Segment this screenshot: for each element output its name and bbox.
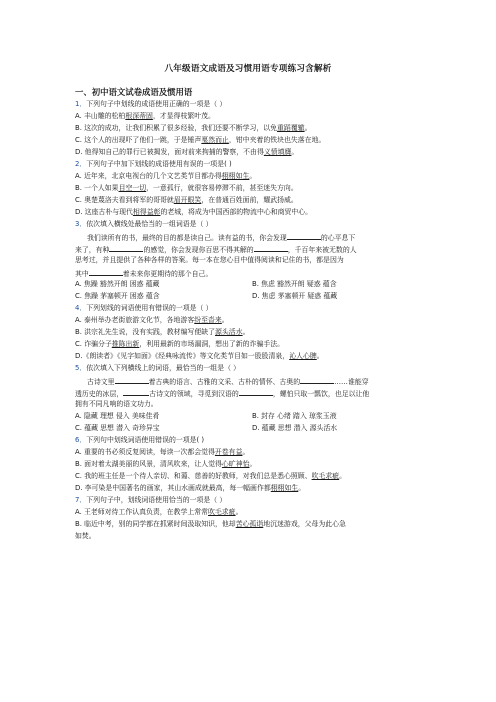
answer-blank[interactable]: [300, 376, 334, 384]
question-5-option-c: C. 蕴藏 思想 潜入 奇珍异宝: [75, 424, 160, 432]
section-heading: 一、初中语文试卷成语及惯用语: [75, 87, 193, 97]
question-6-option-b: B. 面对着太湖美丽的风景，清风吹来，让人觉得心旷神怡。: [75, 460, 257, 468]
question-7-option-a: A. 王老师对待工作认真负责，在教学上常常吹毛求疵。: [75, 508, 243, 516]
question-1-option-c: C. 这个人的出现吓了他们一跳，于是锤声戛然而止，钳中夹着的铁块也失落在地。: [75, 136, 326, 144]
answer-blank[interactable]: [123, 388, 149, 396]
question-5-stem: 5．依次填入下列横线上的词语，最恰当的一组是（ ）: [75, 364, 241, 372]
question-3-passage-line-4: 其中 着未来你更期待的那个自己。: [75, 270, 213, 278]
question-1-option-d: D. 他得知自己的罪行已被揭发，面对前来拘捕的警察，不由得义愤填膺。: [75, 148, 299, 156]
question-5-option-a: A. 隐藏 理想 侵入 美味佳肴: [75, 412, 160, 420]
answer-blank[interactable]: [115, 376, 149, 384]
question-6-stem: 6．下列句中划线词语使用错误的一项是( ): [75, 436, 205, 444]
question-2-option-c: C. 奥楚蔑洛夫看到将军的哥哥就眉开眼笑，在普通百姓面前，耀武扬威。: [75, 196, 298, 204]
answer-blank[interactable]: [109, 244, 143, 252]
question-1-option-b: B. 这次的成功，让我们积累了很多经验，我们还要不断学习，以免重蹈覆辙。: [75, 124, 312, 132]
question-6-option-d: D. 李可染是中国著名的画家，其山水画成就最高，每一幅画作都栩栩如生。: [75, 484, 306, 492]
question-5-option-b: B. 封存 心绪 踏入 琼浆玉液: [252, 412, 337, 420]
question-3-option-a: A. 焦躁 豁然开朗 困惑 蕴藏: [75, 280, 160, 288]
question-3-option-d: D. 焦虑 茅塞顿开 疑惑 蕴藏: [252, 292, 338, 300]
question-4-option-a: A. 泰州举办老街旅游文化节，各地游客纷至沓来。: [75, 316, 229, 324]
question-3-stem: 3．依次填入横线处最恰当的一组词语是（ ）: [75, 220, 213, 228]
question-3-option-c: C. 焦躁 茅塞顿开 困惑 蕴含: [75, 292, 160, 300]
answer-blank[interactable]: [254, 244, 288, 252]
question-6-option-c: C. 我的班主任是一个待人亲切、和蔼、慈善的好教师，对我们总是悉心照顾、吹毛求疵。: [75, 472, 347, 480]
question-1-option-a: A. 丰山雕的松柏根深蒂固，才显得枝繁叶茂。: [75, 112, 215, 120]
question-4-option-d: D.《朗读者》《见字如面》《经典咏流传》等文化类节目如一股股清泉，沁人心脾。: [75, 352, 324, 360]
question-1-stem: 1．下列句子中划线的成语使用正确的一项是（ ）: [75, 100, 227, 108]
question-3-passage-line-1: 我们读所有的书，最终的目的都是读自己。读有益的书，你会发现 的心平息下: [87, 234, 356, 242]
question-4-stem: 4．下列划线的词语使用有错误的一项是（ ）: [75, 304, 213, 312]
question-2-option-d: D. 这座古朴与现代相得益彰的老城，将成为中国西部的物流中心和商贸中心。: [75, 208, 313, 216]
question-6-option-a: A. 重要的书必须反复阅读，每读一次都会觉得开卷有益。: [75, 448, 250, 456]
question-7-stem: 7．下列句子中，划线词语使用恰当的一项是（ ）: [75, 496, 227, 504]
question-2-option-b: B. 一个人如果目空一切，一意孤行，就很容易停滞不前，甚至迷失方向。: [75, 184, 298, 192]
question-4-option-b: B. 洪宗礼先生说，没有实践，教材编写便缺了源头活水。: [75, 328, 250, 336]
answer-blank[interactable]: [287, 232, 321, 240]
question-3-option-b: B. 焦虑 豁然开朗 疑惑 蕴含: [252, 280, 337, 288]
question-5-passage-line-2: 透历史的冰层， 古诗文的领域，寻觅到汉语的 ，螺怕只取一瓢饮，也足以让他: [75, 390, 370, 398]
question-3-passage-line-3: 思考过，并且提供了各种各样的答案。每一本在您心目中值得阅读和记住的书，都是因为: [75, 256, 344, 264]
question-5-option-d: D. 蕴藏 思想 潜入 源头活水: [252, 424, 338, 432]
question-7-option-b: B. 临近中考，别的同学都在抓紧时间汲取知识，他却苦心孤诣地沉迷游戏，父母为此心急: [75, 520, 346, 528]
question-2-option-a: A. 近年来，北京电视台的几个文艺类节目都办得栩栩如生。: [75, 172, 257, 180]
answer-blank[interactable]: [89, 268, 123, 276]
answer-blank[interactable]: [239, 388, 273, 396]
question-3-passage-line-2: 来了，有种 的感觉，你会发现你百思不得其解的 ，千百年来被无数的人: [75, 246, 357, 254]
question-7-option-b-continued: 如焚。: [75, 532, 96, 540]
question-2-stem: 2．下列句子中加下划线的成语使用有误的一项是( ): [75, 160, 232, 168]
page-title: 八年级语文成语及习惯用语专项练习含解析: [164, 64, 332, 74]
question-5-passage-line-1: 古诗文里 着古典的语言、古雅的文采、古朴的情怀、古奥的 ……谁能穿: [87, 378, 369, 386]
question-4-option-c: C. 诈骗分子推陈出新，利用最新的市场漏洞，想出了新的诈骗手法。: [75, 340, 285, 348]
question-5-passage-line-3: 拥有不同凡响的语文功力。: [75, 400, 158, 408]
